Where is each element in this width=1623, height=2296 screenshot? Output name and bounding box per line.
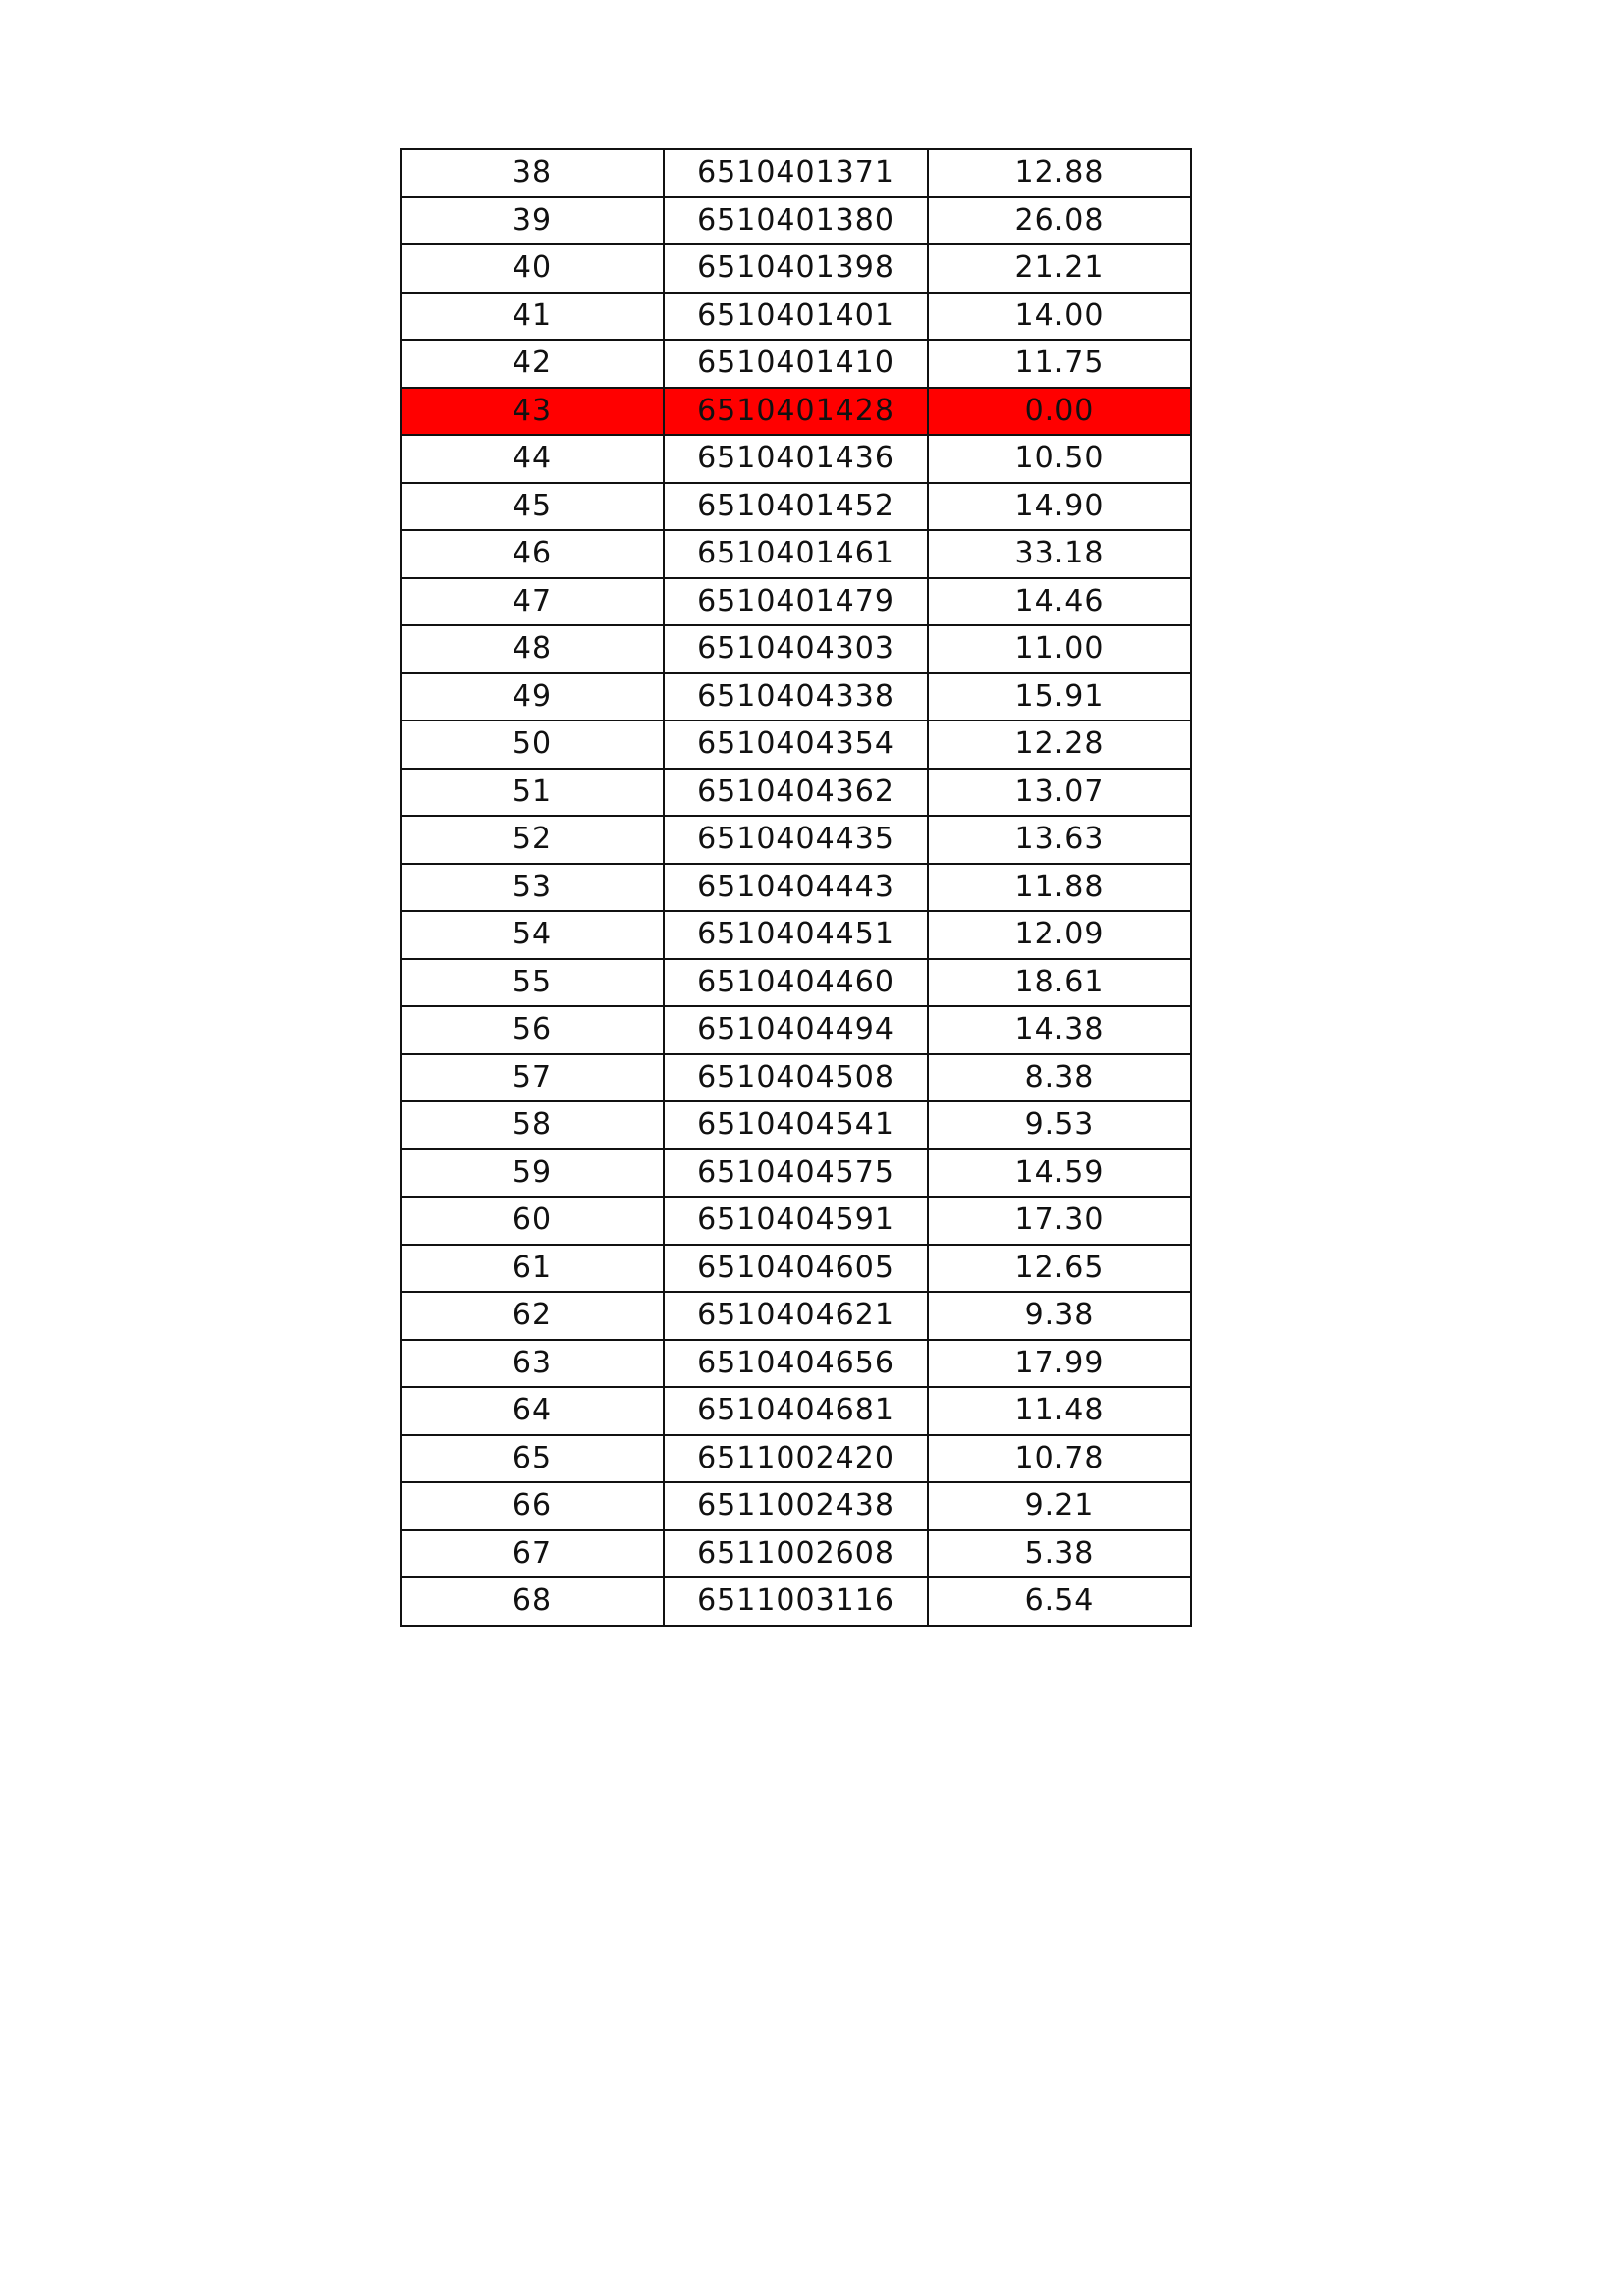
student-id-cell: 6510404435: [664, 816, 928, 864]
score-cell: 15.91: [928, 673, 1191, 721]
student-id-cell: 6510404354: [664, 721, 928, 769]
table-row: [401, 1482, 1191, 1530]
table-row: [401, 721, 1191, 769]
student-id-cell: 6511003116: [664, 1577, 928, 1626]
student-id-cell: 6510401401: [664, 293, 928, 341]
table-row: [401, 769, 1191, 817]
score-cell: 12.65: [928, 1245, 1191, 1293]
score-cell: 13.63: [928, 816, 1191, 864]
student-id-cell: 6510404451: [664, 911, 928, 959]
student-id-cell: 6510404494: [664, 1006, 928, 1054]
table-row: [401, 1387, 1191, 1435]
row-number-cell: 58: [401, 1101, 664, 1149]
score-cell: 9.38: [928, 1292, 1191, 1340]
row-number-cell: 49: [401, 673, 664, 721]
row-number-cell: 44: [401, 435, 664, 483]
score-table-body: [401, 149, 1191, 1626]
table-row: [401, 816, 1191, 864]
table-row: [401, 1530, 1191, 1578]
student-id-cell: 6510404541: [664, 1101, 928, 1149]
row-number-cell: 45: [401, 483, 664, 531]
score-cell: 12.28: [928, 721, 1191, 769]
table-row: [401, 1435, 1191, 1483]
score-cell: 17.30: [928, 1197, 1191, 1245]
score-cell: 8.38: [928, 1054, 1191, 1102]
row-number-cell: 65: [401, 1435, 664, 1483]
score-cell: 14.00: [928, 293, 1191, 341]
score-cell: 21.21: [928, 244, 1191, 293]
student-id-cell: 6510404575: [664, 1149, 928, 1198]
table-row: [401, 1197, 1191, 1245]
row-number-cell: 43: [401, 388, 664, 436]
score-cell: 9.21: [928, 1482, 1191, 1530]
row-number-cell: 50: [401, 721, 664, 769]
score-cell: 13.07: [928, 769, 1191, 817]
row-number-cell: 40: [401, 244, 664, 293]
table-row: [401, 1054, 1191, 1102]
student-id-cell: 6510404303: [664, 625, 928, 673]
student-id-cell: 6510404681: [664, 1387, 928, 1435]
score-cell: 33.18: [928, 530, 1191, 578]
table-row: [401, 864, 1191, 912]
score-cell: 5.38: [928, 1530, 1191, 1578]
table-row: [401, 1292, 1191, 1340]
row-number-cell: 53: [401, 864, 664, 912]
table-row: [401, 435, 1191, 483]
table-row: [401, 293, 1191, 341]
table-row: [401, 578, 1191, 626]
row-number-cell: 66: [401, 1482, 664, 1530]
student-id-cell: 6510401428: [664, 388, 928, 436]
row-number-cell: 67: [401, 1530, 664, 1578]
row-number-cell: 39: [401, 197, 664, 245]
table-row: [401, 340, 1191, 388]
student-id-cell: 6510401380: [664, 197, 928, 245]
table-row: [401, 911, 1191, 959]
table-row: [401, 149, 1191, 197]
score-cell: 17.99: [928, 1340, 1191, 1388]
student-id-cell: 6510401410: [664, 340, 928, 388]
row-number-cell: 56: [401, 1006, 664, 1054]
score-cell: 11.75: [928, 340, 1191, 388]
row-number-cell: 47: [401, 578, 664, 626]
row-number-cell: 55: [401, 959, 664, 1007]
row-number-cell: 38: [401, 149, 664, 197]
table-row: [401, 1101, 1191, 1149]
row-number-cell: 41: [401, 293, 664, 341]
score-cell: 14.90: [928, 483, 1191, 531]
student-id-cell: 6511002608: [664, 1530, 928, 1578]
student-id-cell: 6510401398: [664, 244, 928, 293]
score-cell: 26.08: [928, 197, 1191, 245]
row-number-cell: 42: [401, 340, 664, 388]
score-cell: 11.88: [928, 864, 1191, 912]
row-number-cell: 61: [401, 1245, 664, 1293]
row-number-cell: 57: [401, 1054, 664, 1102]
score-cell: 14.59: [928, 1149, 1191, 1198]
student-id-cell: 6510404460: [664, 959, 928, 1007]
table-row: [401, 1245, 1191, 1293]
student-id-cell: 6510401452: [664, 483, 928, 531]
score-cell: 11.48: [928, 1387, 1191, 1435]
student-id-cell: 6511002438: [664, 1482, 928, 1530]
row-number-cell: 60: [401, 1197, 664, 1245]
row-number-cell: 62: [401, 1292, 664, 1340]
row-number-cell: 54: [401, 911, 664, 959]
table-row: [401, 197, 1191, 245]
table-row: [401, 673, 1191, 721]
score-cell: 10.50: [928, 435, 1191, 483]
student-id-cell: 6510401436: [664, 435, 928, 483]
score-cell: 6.54: [928, 1577, 1191, 1626]
student-id-cell: 6510404362: [664, 769, 928, 817]
row-number-cell: 51: [401, 769, 664, 817]
row-number-cell: 46: [401, 530, 664, 578]
score-cell: 9.53: [928, 1101, 1191, 1149]
score-cell: 18.61: [928, 959, 1191, 1007]
table-row: [401, 1340, 1191, 1388]
table-row: [401, 625, 1191, 673]
student-id-cell: 6510404338: [664, 673, 928, 721]
student-id-cell: 6510404443: [664, 864, 928, 912]
table-row: [401, 530, 1191, 578]
row-number-cell: 52: [401, 816, 664, 864]
student-id-cell: 6510404656: [664, 1340, 928, 1388]
table-row: [401, 483, 1191, 531]
row-number-cell: 63: [401, 1340, 664, 1388]
student-id-cell: 6510404621: [664, 1292, 928, 1340]
student-id-cell: 6510404591: [664, 1197, 928, 1245]
score-cell: 12.88: [928, 149, 1191, 197]
score-cell: 14.38: [928, 1006, 1191, 1054]
table-row-highlighted: [401, 388, 1191, 436]
row-number-cell: 59: [401, 1149, 664, 1198]
student-id-cell: 6510401461: [664, 530, 928, 578]
table-row: [401, 244, 1191, 293]
student-id-cell: 6510401371: [664, 149, 928, 197]
score-cell: 11.00: [928, 625, 1191, 673]
score-cell: 0.00: [928, 388, 1191, 436]
table-row: [401, 1149, 1191, 1198]
table-row: [401, 1577, 1191, 1626]
student-id-cell: 6511002420: [664, 1435, 928, 1483]
score-cell: 12.09: [928, 911, 1191, 959]
student-id-cell: 6510404605: [664, 1245, 928, 1293]
row-number-cell: 68: [401, 1577, 664, 1626]
score-table: [400, 148, 1192, 1627]
score-cell: 14.46: [928, 578, 1191, 626]
row-number-cell: 48: [401, 625, 664, 673]
student-id-cell: 6510401479: [664, 578, 928, 626]
table-row: [401, 1006, 1191, 1054]
score-cell: 10.78: [928, 1435, 1191, 1483]
student-id-cell: 6510404508: [664, 1054, 928, 1102]
table-row: [401, 959, 1191, 1007]
row-number-cell: 64: [401, 1387, 664, 1435]
